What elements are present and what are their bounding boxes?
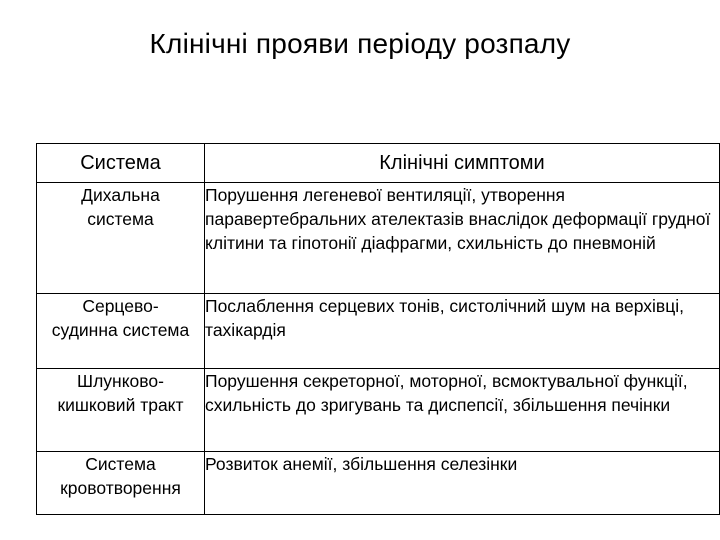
table-row bbox=[37, 369, 720, 452]
system-label: Серцево- судинна система bbox=[51, 296, 190, 340]
symptoms-text: Розвиток анемії, збільшення селезінки bbox=[205, 454, 518, 474]
symptoms-text: Порушення легеневої вентиляції, утворення паравертебральних ателектазів внаслідок деформації грудної клітини та гіпотонії діафрагми, схильність до пневмоній bbox=[205, 185, 711, 253]
system-label: Система кровотворення bbox=[60, 454, 181, 498]
symptoms-cell-gastrointestinal bbox=[205, 369, 720, 452]
table-header-row bbox=[37, 144, 720, 183]
header-system: Система bbox=[37, 144, 205, 183]
system-cell-gastrointestinal bbox=[37, 369, 205, 452]
symptoms-cell-hematopoietic bbox=[205, 452, 720, 515]
system-cell-respiratory bbox=[37, 183, 205, 294]
table-row bbox=[37, 183, 720, 294]
symptoms-cell-cardiovascular bbox=[205, 294, 720, 369]
system-label: Шлунково- кишковий тракт bbox=[57, 371, 184, 415]
system-cell-cardiovascular bbox=[37, 294, 205, 369]
page-title: Клінічні прояви періоду розпалу bbox=[149, 28, 571, 59]
symptoms-cell-respiratory bbox=[205, 183, 720, 294]
table-row bbox=[37, 452, 720, 515]
symptoms-text: Послаблення серцевих тонів, систолічний шум на верхівці, тахікардія bbox=[205, 296, 684, 340]
system-cell-hematopoietic bbox=[37, 452, 205, 515]
clinical-symptoms-table bbox=[36, 143, 720, 515]
system-label: Дихальна система bbox=[81, 185, 160, 229]
symptoms-text: Порушення секреторної, моторної, всмоктувальної функції, схильність до зригувань та диспепсії, збільшення печінки bbox=[205, 371, 688, 415]
table-row bbox=[37, 294, 720, 369]
header-symptoms: Клінічні симптоми bbox=[205, 144, 720, 183]
